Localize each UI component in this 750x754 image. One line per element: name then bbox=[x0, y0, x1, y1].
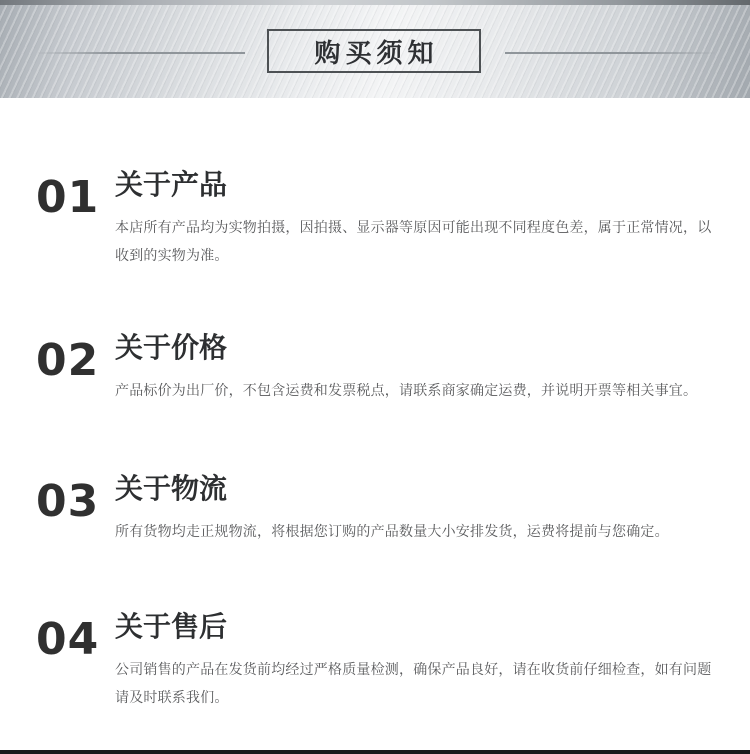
page-title: 购买须知 bbox=[314, 38, 439, 69]
section-content bbox=[115, 170, 715, 270]
notice-section-aftersales bbox=[0, 612, 750, 712]
section-title: 关于物流 bbox=[115, 472, 228, 505]
section-body: 公司销售的产品在发货前均经过严格质量检测，确保产品良好，请在收货前仔细检查，如有问题请及时联系我们。 bbox=[115, 662, 712, 706]
section-content bbox=[115, 333, 715, 405]
section-content bbox=[115, 474, 715, 546]
notice-section-product bbox=[0, 170, 750, 270]
section-body: 产品标价为出厂价，不包含运费和发票税点，请联系商家确定运费，并说明开票等相关事宜。 bbox=[115, 383, 698, 399]
section-title: 关于售后 bbox=[115, 610, 228, 643]
section-number: 03 bbox=[36, 476, 100, 527]
header-top-strip bbox=[0, 0, 750, 5]
title-box bbox=[267, 29, 481, 73]
section-content bbox=[115, 612, 715, 712]
section-body: 所有货物均走正规物流，将根据您订购的产品数量大小安排发货，运费将提前与您确定。 bbox=[115, 524, 669, 540]
section-number: 01 bbox=[36, 172, 100, 223]
section-number: 02 bbox=[36, 335, 100, 386]
decorative-line-left bbox=[37, 52, 245, 54]
section-body: 本店所有产品均为实物拍摄，因拍摄、显示器等原因可能出现不同程度色差，属于正常情况，以收到的实物为准。 bbox=[115, 220, 712, 264]
decorative-line-right bbox=[505, 52, 715, 54]
notice-section-logistics bbox=[0, 474, 750, 546]
bottom-bar bbox=[0, 750, 750, 754]
notice-section-price bbox=[0, 333, 750, 405]
section-number: 04 bbox=[36, 614, 100, 665]
section-title: 关于价格 bbox=[115, 331, 228, 364]
metallic-header-banner bbox=[0, 0, 750, 98]
section-title: 关于产品 bbox=[115, 168, 228, 201]
